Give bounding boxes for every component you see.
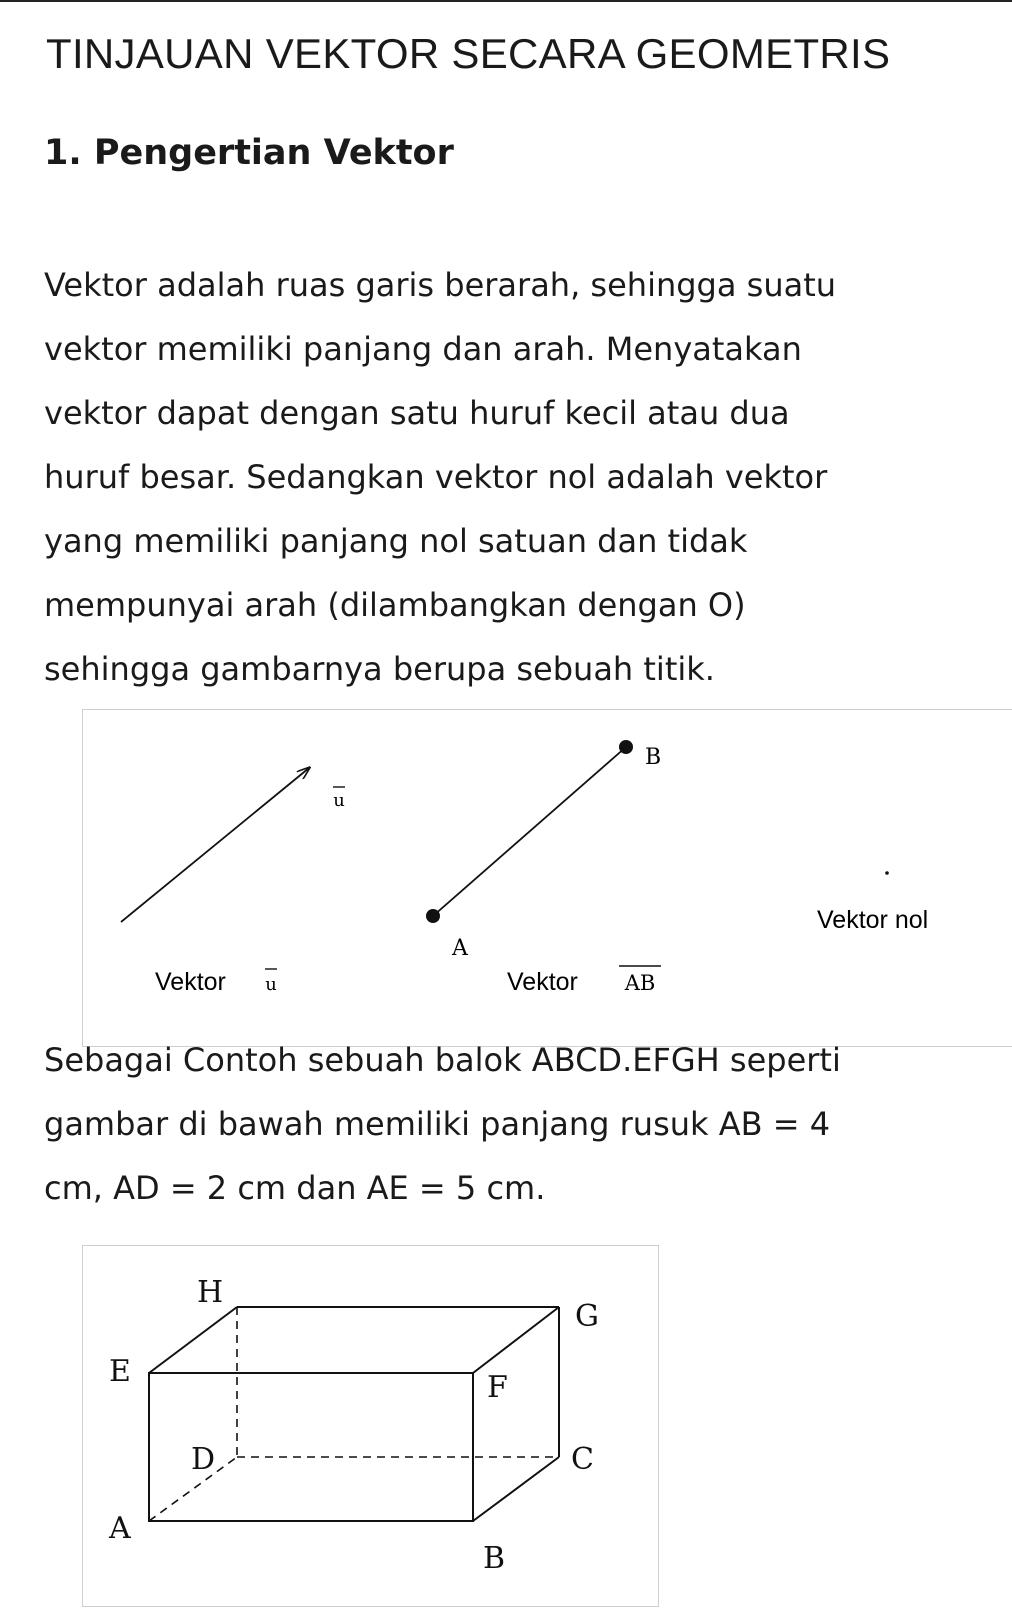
vector-u-caption: Vektor [155, 968, 226, 996]
section-heading: 1. Pengertian Vektor [44, 133, 454, 173]
vertex-c-label: C [571, 1442, 594, 1477]
paragraph-line: cm, AD = 2 cm dan AE = 5 cm. [44, 1169, 546, 1207]
vector-ab-caption: Vektor [507, 968, 578, 996]
cuboid-figure-svg [83, 1246, 658, 1606]
vertex-b-label: B [483, 1541, 506, 1576]
point-b-label: B [645, 745, 662, 770]
paragraph-line: yang memiliki panjang nol satuan dan tidak [44, 522, 748, 560]
paragraph-line: Sebagai Contoh sebuah balok ABCD.EFGH seperti [44, 1041, 841, 1079]
cuboid-figure [82, 1245, 659, 1607]
vertex-e-label: E [109, 1354, 131, 1389]
vector-u-arrow [121, 768, 309, 922]
vector-u-caption-symbol: u [265, 974, 277, 995]
vertex-a-label: A [109, 1511, 131, 1546]
paragraph-line: mempunyai arah (dilambangkan dengan O) [44, 586, 746, 624]
vector-figure-svg [83, 710, 1012, 1046]
paragraph-line: vektor dapat dengan satu huruf kecil atau dua [44, 394, 790, 432]
paragraph-line: vektor memiliki panjang dan arah. Menyatakan [44, 330, 802, 368]
vector-ab-caption-symbol: AB [624, 971, 656, 995]
vector-ab-segment [433, 747, 626, 916]
edge-fg [473, 1307, 559, 1373]
vertex-d-label: D [191, 1442, 216, 1477]
edge-bc [473, 1457, 559, 1521]
point-a-dot [426, 909, 440, 923]
page-title: TINJAUAN VEKTOR SECARA GEOMETRIS [46, 30, 891, 77]
vertex-g-label: G [575, 1299, 599, 1334]
zero-vector-dot [885, 871, 889, 875]
vertex-f-label: F [487, 1370, 508, 1405]
vector-figure [82, 709, 1012, 1047]
vertex-h-label: H [197, 1275, 224, 1310]
paragraph-line: huruf besar. Sedangkan vektor nol adalah vektor [44, 458, 828, 496]
edge-eh [149, 1307, 237, 1373]
zero-vector-caption: Vektor nol [817, 906, 929, 934]
paragraph-line: sehingga gambarnya berupa sebuah titik. [44, 650, 715, 688]
point-a-label: A [452, 936, 468, 961]
paragraph-line: gambar di bawah memiliki panjang rusuk AB = 4 [44, 1105, 831, 1143]
definition-paragraph [44, 253, 994, 701]
point-b-dot [619, 740, 633, 754]
paragraph-line: Vektor adalah ruas garis berarah, sehingga suatu [44, 266, 837, 304]
top-rule [0, 0, 1012, 2]
vector-u-symbol: u [333, 790, 345, 811]
example-paragraph [44, 1028, 994, 1220]
